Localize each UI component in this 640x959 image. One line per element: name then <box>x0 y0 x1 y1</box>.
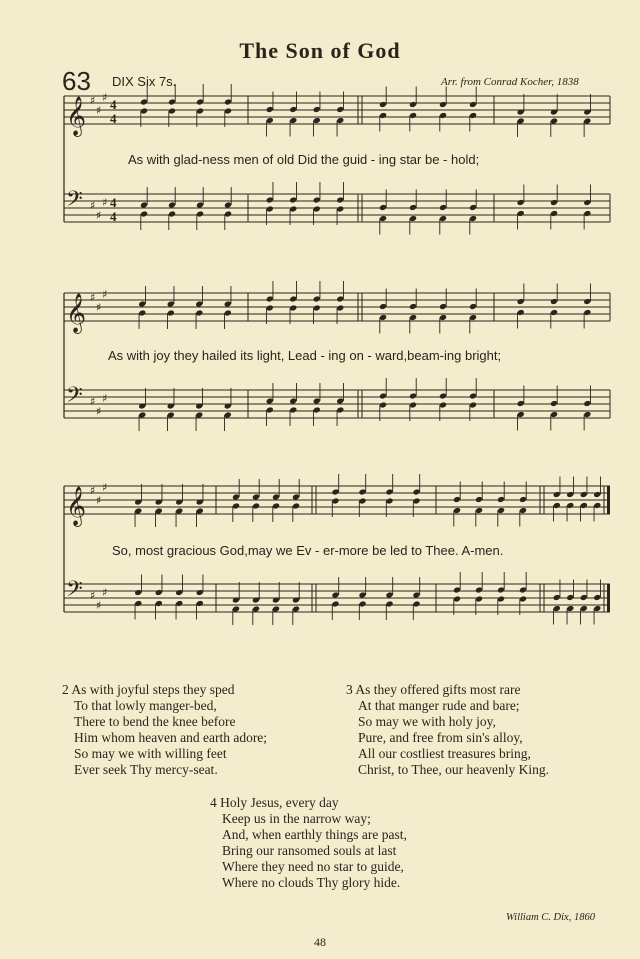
stanza-line: At that manger rude and bare; <box>358 698 520 713</box>
treble-clef-icon: 𝄞 <box>66 96 87 136</box>
tune-name: DIX Six 7s. <box>112 74 177 89</box>
stanza-number: 2 <box>62 682 69 697</box>
stanza-line: As they offered gifts most rare <box>355 682 521 697</box>
sharp-icon: ♯ <box>90 291 96 304</box>
time-signature: 4 <box>110 111 117 126</box>
sharp-icon: ♯ <box>96 209 102 222</box>
treble-clef-icon: 𝄞 <box>66 486 87 526</box>
sharp-icon: ♯ <box>102 392 108 405</box>
final-barline <box>607 584 610 612</box>
stanza-4 <box>210 795 407 891</box>
sharp-icon: ♯ <box>90 395 96 408</box>
stanza-line: Where no clouds Thy glory hide. <box>222 875 401 890</box>
lyric-line-2: As with joy they hailed its light, Lead - ing on - ward,beam-ing bright; <box>108 348 502 363</box>
hymn-title: The Son of God <box>239 38 401 63</box>
sharp-icon: ♯ <box>90 94 96 107</box>
sharp-icon: ♯ <box>90 199 96 212</box>
time-signature: 4 <box>110 97 117 112</box>
sharp-icon: ♯ <box>102 91 108 104</box>
stanza-number: 4 <box>210 795 217 810</box>
stanza-line: To that lowly manger-bed, <box>74 698 217 713</box>
page-number: 48 <box>314 935 326 949</box>
stanza-line: Holy Jesus, every day <box>220 795 339 810</box>
lyric-line-3: So, most gracious God,may we Ev - er-more be led to Thee. A-men. <box>112 543 504 558</box>
final-barline <box>607 486 610 514</box>
treble-clef-icon: 𝄞 <box>66 293 87 333</box>
bass-clef-icon: 𝄢 <box>66 577 83 607</box>
bass-clef-icon: 𝄢 <box>66 383 83 413</box>
sharp-icon: ♯ <box>102 288 108 301</box>
sharp-icon: ♯ <box>90 484 96 497</box>
stanza-line: Where they need no star to guide, <box>222 859 404 874</box>
sharp-icon: ♯ <box>102 481 108 494</box>
sharp-icon: ♯ <box>96 405 102 418</box>
stanza-3 <box>346 682 549 778</box>
sharp-icon: ♯ <box>102 196 108 209</box>
sharp-icon: ♯ <box>96 104 102 117</box>
author-credit: William C. Dix, 1860 <box>506 912 595 923</box>
stanza-line: Christ, to Thee, our heavenly King. <box>358 762 549 777</box>
lyric-line-1: As with glad-ness men of old Did the guid - ing star be - hold; <box>128 152 480 167</box>
time-signature: 4 <box>110 209 117 224</box>
bass-clef-icon: 𝄢 <box>66 187 83 217</box>
stanza-line: There to bend the knee before <box>74 714 236 729</box>
sharp-icon: ♯ <box>96 301 102 314</box>
stanza-number: 3 <box>346 682 353 697</box>
stanza-line: So may we with holy joy, <box>358 714 496 729</box>
sharp-icon: ♯ <box>90 589 96 602</box>
sharp-icon: ♯ <box>102 586 108 599</box>
hymn-number: 63 <box>62 66 91 96</box>
stanza-line: Pure, and free from sin's alloy, <box>358 730 523 745</box>
stanza-line: So may we with willing feet <box>74 746 227 761</box>
stanza-line: As with joyful steps they sped <box>71 682 235 697</box>
stanza-line: Him whom heaven and earth adore; <box>74 730 268 745</box>
sharp-icon: ♯ <box>96 599 102 612</box>
stanza-line: All our costliest treasures bring, <box>358 746 531 761</box>
arrangement-credit: Arr. from Conrad Kocher, 1838 <box>441 76 579 88</box>
stanza-line: And, when earthly things are past, <box>222 827 407 842</box>
stanza-line: Ever seek Thy mercy-seat. <box>74 762 218 777</box>
stanza-line: Bring our ransomed souls at last <box>222 843 397 858</box>
stanza-2 <box>62 682 267 778</box>
sharp-icon: ♯ <box>96 494 102 507</box>
time-signature: 4 <box>110 195 117 210</box>
stanza-line: Keep us in the narrow way; <box>222 811 371 826</box>
